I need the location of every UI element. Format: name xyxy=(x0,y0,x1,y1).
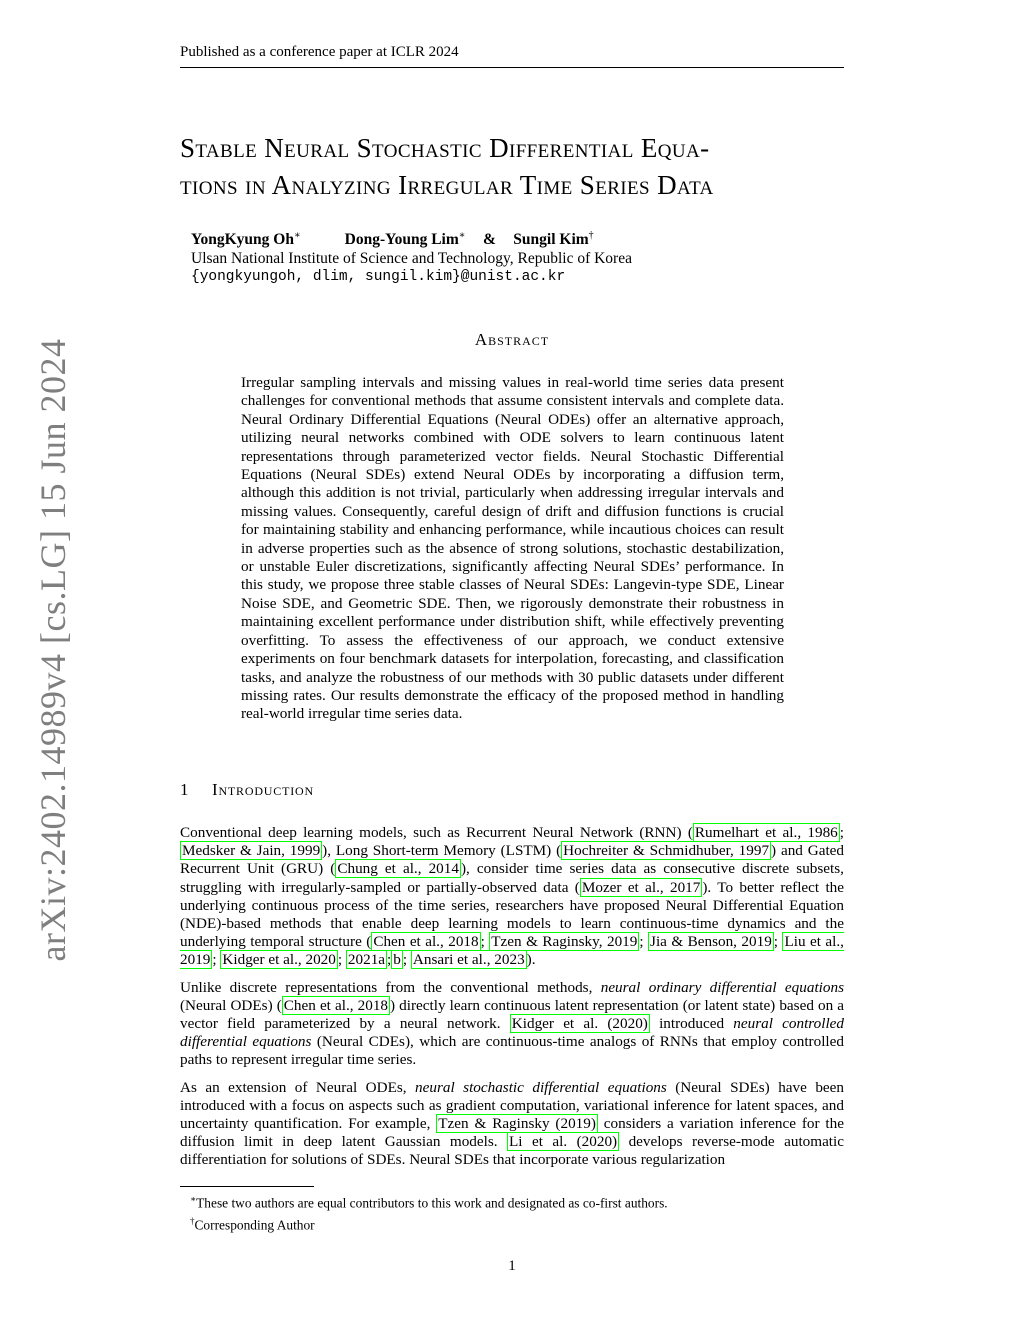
title-line-1: Stable Neural Stochastic Differential Equa- xyxy=(180,133,710,163)
footnote-1 xyxy=(190,1190,840,1212)
citation-link[interactable]: Li et al. (2020) xyxy=(509,1133,618,1151)
email-address[interactable]: {yongkyungoh, dlim, sungil.kim}@unist.ac.kr xyxy=(191,269,566,286)
author-2-mark: ∗ xyxy=(458,230,466,241)
arxiv-stamp xyxy=(0,0,73,1325)
citation-link[interactable]: Kidger et al. (2020) xyxy=(511,1015,648,1033)
text-run: ; xyxy=(212,951,221,969)
text-run: ), Long Short-term Memory (LSTM) ( xyxy=(322,842,562,860)
text-run: develops reverse-mode automatic differentiation for solutions of SDEs. Neural SDEs that incorporate various regularization xyxy=(180,1133,844,1169)
italic-term: neural controlled differential equations xyxy=(180,1015,845,1051)
footnote-2-text: Corresponding Author xyxy=(194,1217,315,1233)
author-2: Dong-Young Lim xyxy=(344,231,459,249)
citation-link[interactable]: Kidger et al., 2020 xyxy=(222,951,336,969)
citation-link[interactable]: 2021a xyxy=(347,951,386,969)
author-names xyxy=(191,226,831,249)
text-run: ), consider time series data as consecutive discrete subsets, struggling with irregularly-sampled or partially-observed data ( xyxy=(180,860,844,896)
text-run: considers a variation inference for the diffusion limit in deep latent Gaussian models. xyxy=(180,1115,844,1151)
citation-link[interactable]: Tzen & Raginsky (2019) xyxy=(438,1115,596,1133)
intro-paragraph-2 xyxy=(180,979,844,1070)
author-1: YongKyung Oh xyxy=(191,231,294,249)
text-run: (Neural ODEs) ( xyxy=(180,996,282,1014)
italic-term: neural ordinary differential equations xyxy=(600,978,844,996)
footnotes xyxy=(190,1190,840,1235)
affiliation: Ulsan National Institute of Science and Technology, Republic of Korea xyxy=(191,250,632,268)
title-line-2: tions in Analyzing Irregular Time Series Data xyxy=(180,170,714,200)
section-title: Introduction xyxy=(212,780,314,799)
citation-link[interactable]: Rumelhart et al., 1986 xyxy=(694,824,838,841)
text-run: ; xyxy=(839,824,845,841)
abstract-text: Irregular sampling intervals and missing values in real-world time series data present challenges for conventional methods that assume consistent intervals and complete data. Neural Ordinary Differential Equations (Neural ODEs) offer an alternative approach, utilizing neural networks combined with ODE solvers to learn continuous latent representations through parameterized vector fields. Neural Stochastic Differential Equations (Neural SDEs) extend Neural ODEs by incorporating a diffusion term, although this addition is not trivial, particularly when addressing irregular intervals and missing values. Consequently, careful design of drift and diffusion functions is crucial for maintaining stability and enhancing performance, while incautious choices can result in adverse properties such as the absence of strong solutions, stochastic destabilization, or unstable Euler discretizations, significantly affecting Neural SDEs’ performance. In this study, we propose three stable classes of Neural SDEs: Langevin-type SDE, Linear Noise SDE, and Geometric SDE. Then, we rigorously demonstrate their robustness in maintaining excellent performance under distribution shift, while effectively preventing overfitting. To assess the effectiveness of our approach, we conduct extensive experiments on four benchmark datasets for interpolation, forecasting, and classification tasks, and analyze the robustness of our methods with 30 public datasets under different missing rates. Our results demonstrate the efficacy of the proposed method in handling real-world irregular time series data. xyxy=(241,374,784,723)
intro-paragraph-1 xyxy=(180,824,844,970)
text-run: ; xyxy=(639,933,649,951)
running-header xyxy=(180,44,844,68)
footnote-2 xyxy=(190,1212,840,1234)
footnote-1-mark: ∗ xyxy=(190,1194,197,1204)
text-run: ; xyxy=(480,933,490,951)
text-run: ). xyxy=(526,951,536,969)
author-ampersand: & xyxy=(482,231,496,249)
text-run: ; xyxy=(773,933,783,951)
abstract-heading: Abstract xyxy=(474,330,550,349)
citation-link[interactable]: Mozer et al., 2017 xyxy=(581,878,701,896)
citation-link[interactable]: Liu et al., 2019 xyxy=(180,933,844,969)
footnote-1-text: These two authors are equal contributors to this work and designated as co-first authors. xyxy=(196,1195,668,1211)
text-run: (Neural SDEs) have been introduced with a focus on aspects such as gradient computation, variational inference for latent spaces, and uncertainty quantification. For example, xyxy=(180,1078,844,1133)
text-run: introduced xyxy=(649,1015,734,1033)
text-run: ) directly learn continuous latent representation (or latent state) based on a vector field parameterized by a neural network. xyxy=(180,996,845,1033)
section-heading xyxy=(180,780,314,800)
text-run: As an extension of Neural ODEs, xyxy=(180,1078,416,1096)
text-run: ) and Gated Recurrent Unit (GRU) ( xyxy=(180,842,845,878)
citation-link[interactable]: Chen et al., 2018 xyxy=(373,933,479,951)
paper-title xyxy=(180,130,860,204)
citation-link[interactable]: Ansari et al., 2023 xyxy=(412,951,525,969)
text-run: ; xyxy=(387,951,392,969)
author-3: Sungil Kim xyxy=(513,231,589,249)
citation-link[interactable]: Jia & Benson, 2019 xyxy=(650,933,772,951)
running-head-text: Published as a conference paper at ICLR 2024 xyxy=(180,44,459,60)
text-run: Conventional deep learning models, such as Recurrent Neural Network (RNN) ( xyxy=(180,824,693,841)
intro-body xyxy=(180,824,844,1179)
author-3-mark: † xyxy=(588,230,594,241)
footnote-2-mark: † xyxy=(190,1216,195,1227)
text-run: ; xyxy=(337,951,346,969)
text-run: ; xyxy=(402,951,411,969)
text-run: Unlike discrete representations from the conventional methods, xyxy=(180,978,601,996)
citation-link[interactable]: b xyxy=(393,951,401,969)
page-number: 1 xyxy=(508,1258,516,1274)
intro-paragraph-3 xyxy=(180,1079,844,1170)
citation-link[interactable]: Hochreiter & Schmidhuber, 1997 xyxy=(563,842,770,860)
citation-link[interactable]: Medsker & Jain, 1999 xyxy=(182,842,321,860)
footnote-rule xyxy=(180,1186,314,1187)
text-run: (Neural CDEs), which are continuous-time analogs of RNNs that employ controlled paths to represent irregular time series. xyxy=(180,1033,844,1069)
section-number: 1 xyxy=(180,780,190,799)
author-1-mark: ∗ xyxy=(293,230,301,241)
italic-term: neural stochastic differential equations xyxy=(415,1078,667,1096)
author-block xyxy=(191,226,831,287)
citation-link[interactable]: Chen et al., 2018 xyxy=(283,996,389,1014)
citation-link[interactable]: Tzen & Raginsky, 2019 xyxy=(491,933,638,951)
arxiv-identifier: arXiv:2402.14989v4 [cs.LG] 15 Jun 2024 xyxy=(33,338,73,962)
text-run: ). To better reflect the underlying continuous process of the time series, researchers have proposed Neural Differential Equation (NDE)-based methods that enable deep learning models to learn continuous-time dynamics and the underlying temporal structure ( xyxy=(180,878,844,951)
citation-link[interactable]: Chung et al., 2014 xyxy=(337,860,459,878)
